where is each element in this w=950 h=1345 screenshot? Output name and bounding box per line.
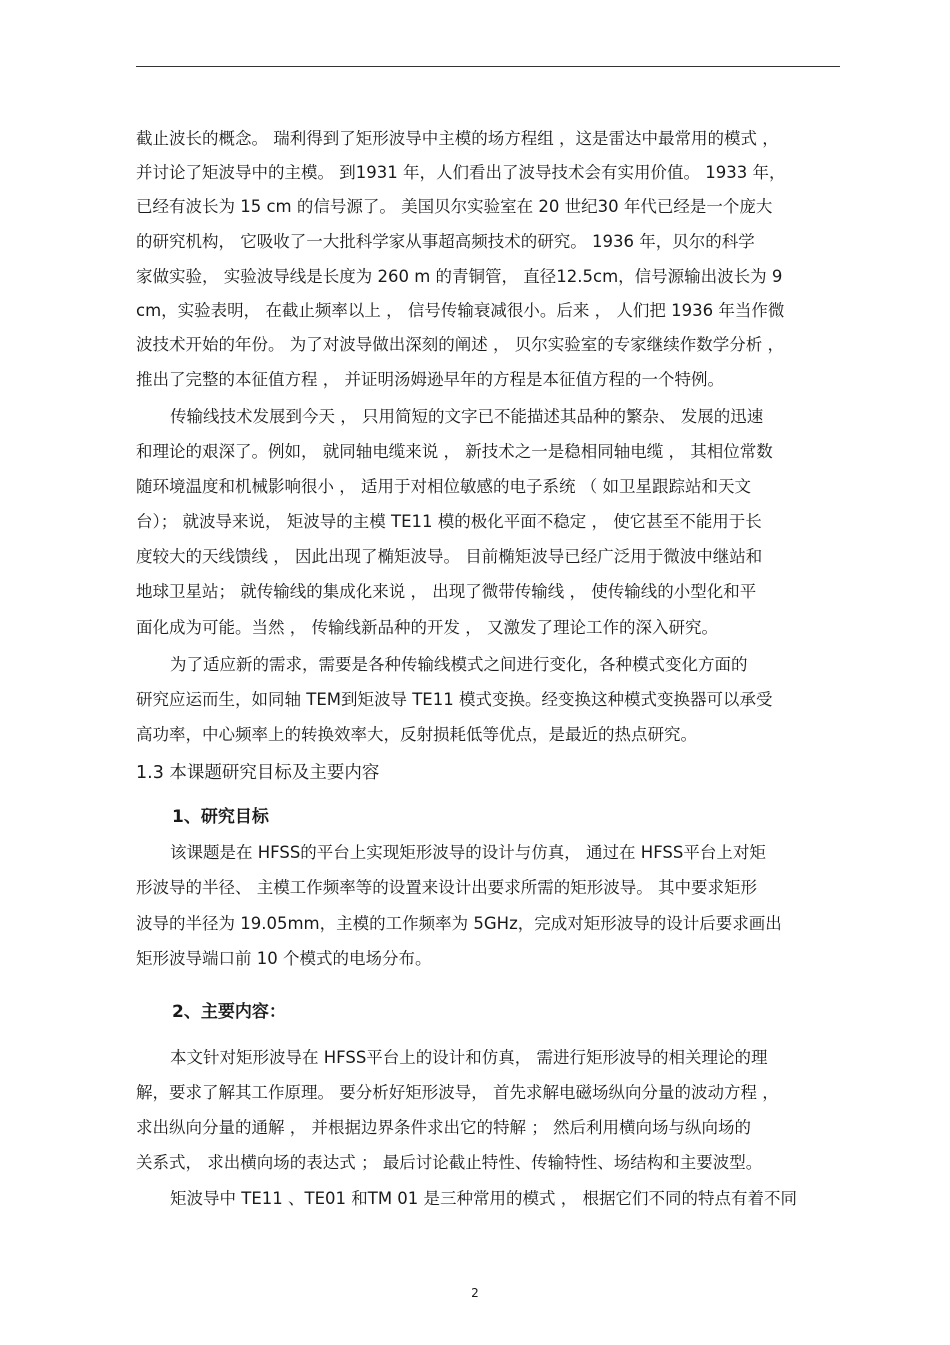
body-line: 截止波长的概念。 瑞利得到了矩形波导中主模的场方程组 ，这是雷达中最常用的模式 ， <box>136 129 779 148</box>
body-line: 家做实验， 实验波导线是长度为 260 m 的青铜管， 直径12.5cm，信号源输出波长为 9 <box>136 267 783 286</box>
body-line: 推出了完整的本征值方程 ， 并证明汤姆逊早年的方程是本征值方程的一个特例。 <box>136 370 724 389</box>
body-line: 该课题是在 HFSS的平台上实现矩形波导的设计与仿真， 通过在 HFSS平台上对矩 <box>170 843 766 862</box>
body-line: 传输线技术发展到今天 ， 只用简短的文字已不能描述其品种的繁杂、 发展的迅速 <box>170 407 764 426</box>
body-line: 已经有波长为 15 cm 的信号源了。 美国贝尔实验室在 20 世纪30 年代已经是一个庞大 <box>136 197 773 216</box>
body-line: 地球卫星站； 就传输线的集成化来说 ， 出现了微带传输线 ， 使传输线的小型化和平 <box>136 582 757 601</box>
body-line: 随环境温度和机械影响很小 ， 适用于对相位敏感的电子系统 （ 如卫星跟踪站和天文 <box>136 477 751 496</box>
body-line: 求出纵向分量的通解 ， 并根据边界条件求出它的特解 ； 然后利用横向场与纵向场的 <box>136 1118 751 1137</box>
page-number: 2 <box>471 1286 479 1300</box>
section-heading: 1.3 本课题研究目标及主要内容 <box>136 763 380 783</box>
body-line: 解，要求了解其工作原理。 要分析好矩形波导， 首先求解电磁场纵向分量的波动方程 ， <box>136 1083 779 1102</box>
body-line: 面化成为可能。当然 ， 传输线新品种的开发 ， 又激发了理论工作的深入研究。 <box>136 618 718 637</box>
body-line: 矩形波导端口前 10 个模式的电场分布。 <box>136 949 432 968</box>
subsection-heading: 1、研究目标 <box>172 807 269 827</box>
body-line: 关系式， 求出横向场的表达式 ； 最后讨论截止特性、传输特性、场结构和主要波型。 <box>136 1153 763 1172</box>
body-line: 形波导的半径、 主模工作频率等的设置来设计出要求所需的矩形波导。 其中要求矩形 <box>136 878 757 897</box>
body-line: 波导的半径为 19.05mm，主模的工作频率为 5GHz，完成对矩形波导的设计后要求画出 <box>136 914 782 933</box>
body-line: 本文针对矩形波导在 HFSS平台上的设计和仿真， 需进行矩形波导的相关理论的理 <box>170 1048 768 1067</box>
body-line: cm，实验表明， 在截止频率以上 ， 信号传输衰减很小。后来 ， 人们把 1936 年当作微 <box>136 301 785 320</box>
body-line: 为了适应新的需求，需要是各种传输线模式之间进行变化，各种模式变化方面的 <box>170 655 748 674</box>
body-line: 台）； 就波导来说， 矩波导的主模 TE11 模的极化平面不稳定 ， 使它甚至不能用于长 <box>136 512 762 531</box>
body-line: 并讨论了矩波导中的主模。 到1931 年，人们看出了波导技术会有实用价值。 1933 年， <box>136 163 786 182</box>
body-line: 波技术开始的年份。 为了对波导做出深刻的阐述 ， 贝尔实验室的专家继续作数学分析 ， <box>136 335 784 354</box>
body-line: 矩波导中 TE11 、TE01 和TM 01 是三种常用的模式 ， 根据它们不同的特点有着不同 <box>170 1189 798 1208</box>
body-line: 高功率，中心频率上的转换效率大，反射损耗低等优点，是最近的热点研究。 <box>136 725 697 744</box>
body-line: 和理论的艰深了。例如， 就同轴电缆来说 ， 新技术之一是稳相同轴电缆 ， 其相位常数 <box>136 442 773 461</box>
header-rule <box>136 66 840 67</box>
body-line: 的研究机构， 它吸收了一大批科学家从事超高频技术的研究。 1936 年，贝尔的科学 <box>136 232 755 251</box>
body-line: 研究应运而生，如同轴 TEM到矩波导 TE11 模式变换。经变换这种模式变换器可以承受 <box>136 690 773 709</box>
subsection-heading: 2、主要内容： <box>172 1002 286 1022</box>
body-line: 度较大的天线馈线 ， 因此出现了椭矩波导。 目前椭矩波导已经广泛用于微波中继站和 <box>136 547 763 566</box>
